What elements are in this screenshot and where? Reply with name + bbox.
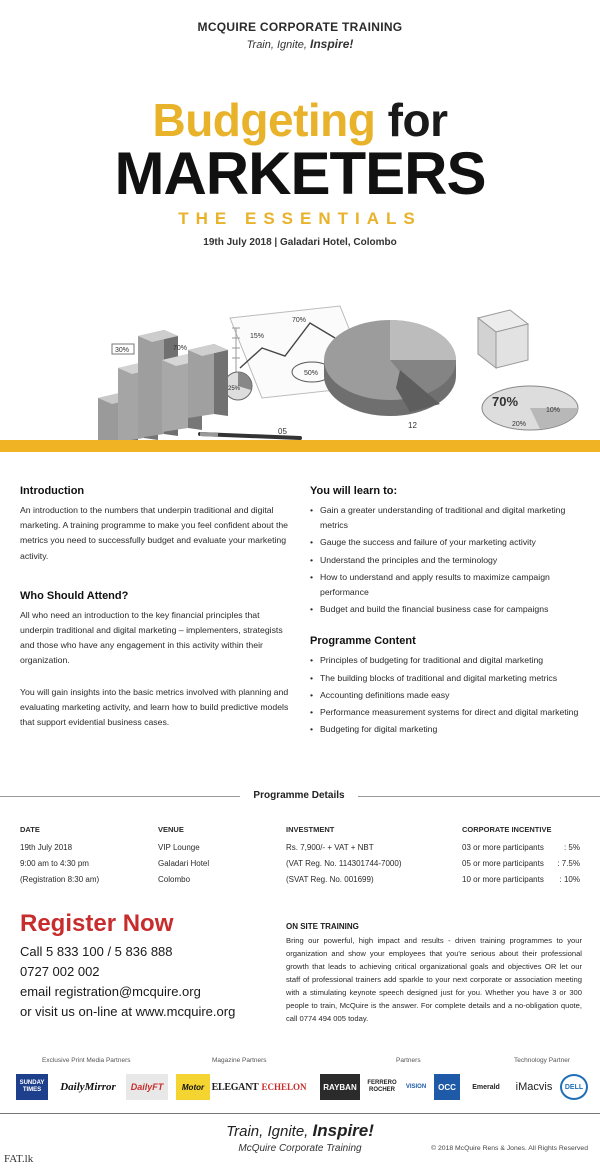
partner-logos [16,1074,588,1104]
hero-label-10: 10% [546,407,561,414]
details-venue [158,822,278,888]
list-item: • The building blocks of traditional and digital marketing metrics [310,671,588,686]
list-item: • Budget and build the financial business case for campaigns [310,602,588,617]
incentive-row [462,840,580,856]
hero-illustration [0,288,600,448]
cube [478,310,528,368]
incentive-label: CORPORATE INCENTIVE [462,825,552,834]
learn-heading: You will learn to: [310,485,398,497]
who-text-1: All who need an introduction to the key financial principles that underpin traditional and digital marketing – implementers, strategists and those who have any engagement in this activity within their organization. [20,609,283,666]
logo-elegant: ELEGANT [211,1081,259,1093]
partner-label-partners: Partners [396,1057,421,1064]
logo-emerald: Emerald [472,1083,500,1091]
logo-motor: Motor [176,1074,210,1100]
register-heading: Register Now [20,910,174,937]
onsite-heading: ON SITE TRAINING [286,922,359,931]
list-item: • Performance measurement systems for direct and digital marketing [310,705,588,720]
details-date [20,822,150,888]
list-item: • Principles of budgeting for traditional and digital marketing [310,653,588,668]
title-block [0,95,600,248]
email-line[interactable]: email registration@mcquire.org [20,984,201,999]
mobile-line[interactable]: 0727 002 002 [20,964,100,979]
logo-dell: DELL [560,1074,588,1100]
register-block [20,910,280,1022]
footer-rule [0,1113,600,1114]
hero-label-05: 05 [278,427,287,436]
footer-tagline-bold: Inspire! [312,1121,374,1140]
list-item: • Gauge the success and failure of your marketing activity [310,535,588,550]
details-investment [286,822,456,888]
mini-pie-chart [224,372,252,400]
hero-label-20: 20% [512,421,527,428]
pie-chart-3d [324,320,456,416]
learn-list [310,503,588,617]
incentive-value: : 7.5% [557,859,580,868]
tagline-plain: Train, Ignite, [246,39,311,51]
onsite-training-block [286,922,582,1025]
right-column [310,485,588,739]
title-word-for: for [387,94,448,146]
title-word-budgeting: Budgeting [152,94,376,146]
left-column [20,485,292,730]
investment-label: INVESTMENT [286,825,335,834]
right-pie-chart [482,386,578,430]
vat-line: (VAT Reg. No. 114301744-7000) [286,859,402,868]
registration-time-line: (Registration 8:30 am) [20,875,100,884]
list-item: • Accounting definitions made easy [310,688,588,703]
website-line[interactable]: or visit us on-line at www.mcquire.org [20,1004,236,1019]
logo-vision: VISION [405,1084,427,1090]
incentive-row [462,856,580,872]
incentive-key: 03 or more participants [462,843,544,852]
details-incentive [462,822,586,888]
details-heading: Programme Details [253,790,345,801]
logo-occ: OCC [434,1074,460,1100]
hero-label-70c: 70% [492,394,519,409]
hero-label-70b: 70% [173,345,188,352]
title-essentials: THE ESSENTIALS [178,209,422,228]
tagline-bold: Inspire! [310,37,354,51]
list-item: • How to understand and apply results to maximize campaign performance [310,570,588,600]
logo-imacvis: iMacvis [515,1081,553,1093]
onsite-text: Bring our powerful, high impact and results - driven training programmes to your organization and show your employees that you're serious about their professional growth that leads to achieving critical organizational goals and objectives OR let our staff of professional trainers add sparkle to your next corporate or association meeting with a stimulating keynote speech designed just for you. Whether you have 3 or 300 people to train, McQuire is the answer. For complete details and a no-obligation quote, call 0774 494 005 today. [286,936,582,1023]
partner-label-print: Exclusive Print Media Partners [42,1057,131,1064]
details-rule-left [0,796,240,797]
incentive-key: 10 or more participants [462,875,544,884]
gold-divider-bar [0,440,600,452]
list-item: • Gain a greater understanding of traditional and digital marketing metrics [310,503,588,533]
hero-label-12: 12 [408,421,417,430]
partner-label-magazine: Magazine Partners [212,1057,267,1064]
venue-line: Galadari Hotel [158,859,210,868]
footer-subtitle: McQuire Corporate Training [238,1143,362,1154]
watermark: FAT.lk [4,1153,34,1165]
header-tagline [0,37,600,51]
who-text-2: You will gain insights into the basic metrics involved with planning and evaluating marketing activity, and learn how to build predictive models that support evidential business cases. [20,686,289,728]
svat-line: (SVAT Reg. No. 001699) [286,875,374,884]
venue-line: VIP Lounge [158,843,200,852]
bar-chart-3d [98,330,228,444]
logo-daily-mirror: DailyMirror [60,1081,116,1093]
hero-label-25: 25% [228,386,241,392]
title-marketers: MARKETERS [114,140,486,207]
details-rule-right [358,796,600,797]
partner-labels [0,1057,600,1069]
event-date-venue: 19th July 2018 | Galadari Hotel, Colombo [203,237,397,248]
logo-daily-ft: DailyFT [126,1074,168,1100]
logo-sunday-times: SUNDAY TIMES [16,1074,48,1100]
date-line: 19th July 2018 [20,843,73,852]
incentive-key: 05 or more participants [462,859,544,868]
footer-tagline [0,1121,600,1141]
incentive-value: : 5% [563,843,580,852]
hero-label-30a: 30% [115,347,130,354]
time-line: 9:00 am to 4:30 pm [20,859,89,868]
incentive-value: : 10% [559,875,580,884]
venue-label: VENUE [158,825,184,834]
phone-line[interactable]: Call 5 833 100 / 5 836 888 [20,944,173,959]
logo-ferrero-rocher: FERRERO ROCHER [367,1080,397,1093]
copyright: © 2018 McQuire Rens & Jones. All Rights Reserved [431,1145,588,1152]
partner-label-technology: Technology Partner [514,1057,571,1064]
hero-label-15: 15% [250,333,265,340]
content-heading: Programme Content [310,635,416,648]
intro-text: An introduction to the numbers that underpin traditional and digital marketing. A training programme to make you feel confident about the metrics you need to successfully budget and evaluate your marketing activity. [20,505,289,561]
content-list [310,653,588,737]
list-item: • Budgeting for digital marketing [310,722,588,737]
brand-name: MCQUIRE CORPORATE TRAINING [197,20,403,34]
list-item: • Understand the principles and the terminology [310,553,588,568]
incentive-row [462,872,580,888]
logo-echelon: ECHELON [261,1082,307,1092]
hero-label-70a: 70% [292,317,307,324]
logo-rayban: RAYBAN [320,1074,360,1100]
date-label: DATE [20,825,40,834]
price-line: Rs. 7,900/- + VAT + NBT [286,843,374,852]
hero-label-50: 50% [304,370,319,377]
title-line-1 [0,95,600,145]
footer-tagline-plain: Train, Ignite, [226,1123,313,1140]
who-heading: Who Should Attend? [20,589,129,602]
intro-heading: Introduction [20,485,85,497]
venue-line: Colombo [158,875,191,884]
